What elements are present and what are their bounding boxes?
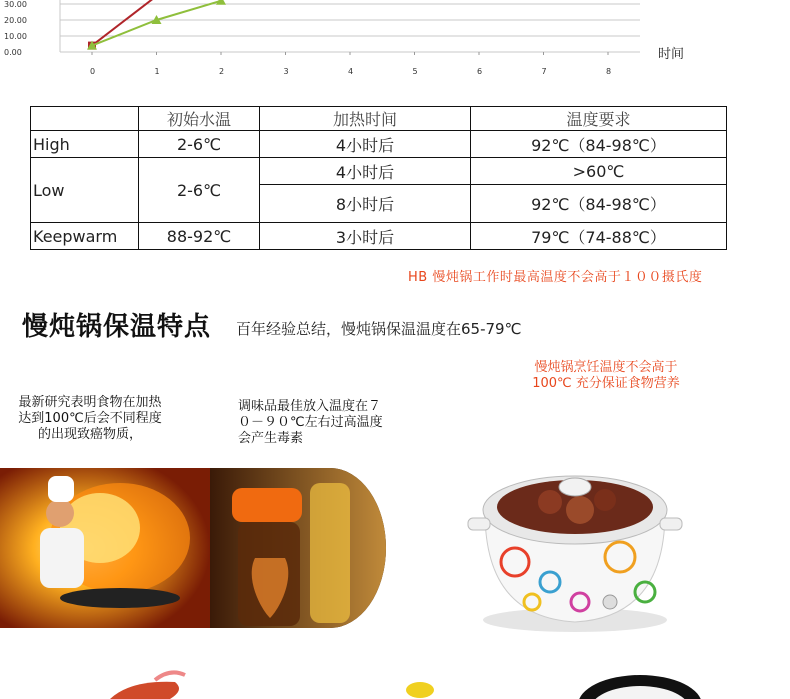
cell-water: 88-92℃ [139, 223, 260, 250]
x-tick-label: 7 [541, 67, 547, 76]
table-header-empty [31, 107, 139, 131]
cell-time: 3小时后 [260, 223, 471, 250]
slow-cooker-photo [460, 452, 690, 637]
max-temp-note: HB 慢炖锅工作时最高温度不会高于１００摄氏度 [408, 270, 703, 285]
x-tick-label: 0 [90, 67, 96, 76]
x-tick-label: 2 [219, 67, 225, 76]
table-row [31, 223, 727, 250]
y-tick-label: 0.00 [4, 48, 22, 57]
x-axis-ticks [90, 52, 611, 76]
table-row [31, 131, 727, 158]
y-tick-label: 20.00 [4, 16, 27, 25]
section-subtitle: 百年经验总结，慢炖锅保温温度在65-79℃ [236, 320, 522, 338]
x-tick-label: 3 [283, 67, 289, 76]
row-label: High [31, 131, 139, 158]
chef-and-sauce-bottle-photo [0, 468, 386, 628]
cell-water: 2-6℃ [139, 158, 260, 223]
x-tick-label: 1 [154, 67, 160, 76]
y-axis-ticks [4, 0, 27, 57]
chart-grid [60, 0, 640, 52]
cell-temp: >60℃ [471, 158, 727, 185]
heating-spec-table [30, 106, 727, 250]
row-label: Low [31, 158, 139, 223]
table-header-time: 加热时间 [260, 107, 471, 131]
cooking-temp-note [516, 360, 696, 392]
x-tick-label: 4 [348, 67, 354, 76]
table-header-temp: 温度要求 [471, 107, 727, 131]
cooking-temp-line2: 100℃ 充分保证食物营养 [532, 376, 680, 391]
data-point [216, 0, 226, 5]
x-tick-label: 6 [477, 67, 483, 76]
cell-time: 4小时后 [260, 158, 471, 185]
x-axis-label: 时间 [658, 47, 685, 62]
x-tick-label: 5 [412, 67, 418, 76]
cell-temp: 92℃（84-98℃） [471, 131, 727, 158]
chart-series [87, 0, 226, 50]
table-header-row [31, 107, 727, 131]
table-row [31, 158, 727, 185]
seasoning-caption: 调味品最佳放入温度在７０－９０℃左右过高温度会产生毒素 [238, 399, 383, 446]
y-tick-label: 10.00 [4, 32, 27, 41]
cooking-temp-line1: 慢炖锅烹饪温度不会高于 [534, 360, 678, 375]
table-header-water: 初始水温 [139, 107, 260, 131]
section-title: 慢炖锅保温特点 [22, 312, 212, 342]
temperature-line-chart [0, 0, 700, 90]
cell-time: 4小时后 [260, 131, 471, 158]
cell-water: 2-6℃ [139, 131, 260, 158]
y-tick-label: 30.00 [4, 0, 27, 9]
x-tick-label: 8 [606, 67, 612, 76]
row-label: Keepwarm [31, 223, 139, 250]
bottom-food-photos [0, 660, 790, 699]
cell-temp: 79℃（74-88℃） [471, 223, 727, 250]
research-caption: 最新研究表明食物在加热达到100℃后会不同程度的出现致癌物质， [18, 395, 162, 442]
cell-time: 8小时后 [260, 185, 471, 223]
cell-temp: 92℃（84-98℃） [471, 185, 727, 223]
